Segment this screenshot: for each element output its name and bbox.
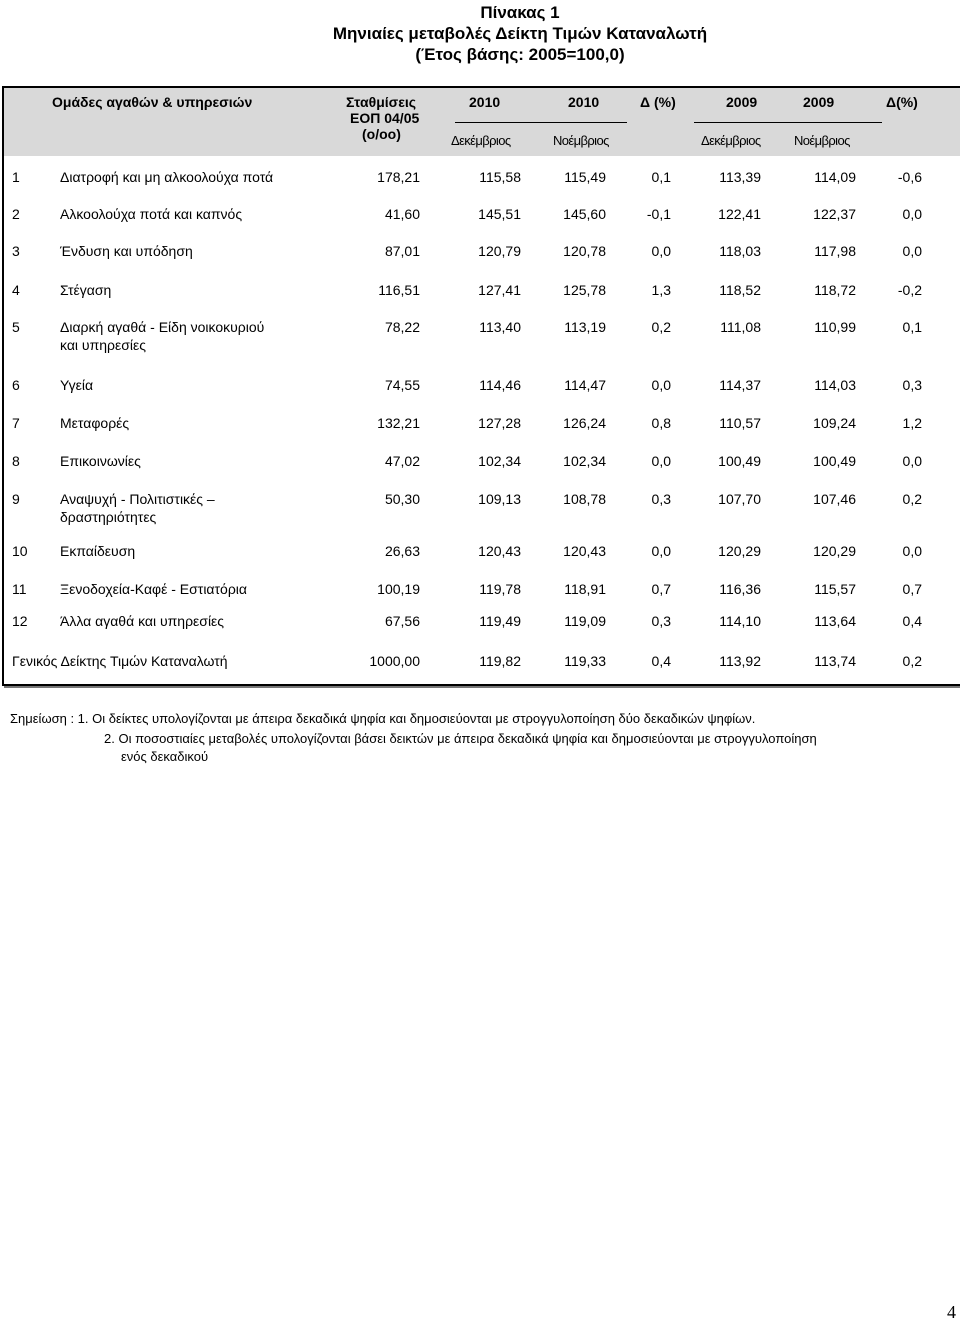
row-number: 6 xyxy=(12,377,20,393)
header-2010-dec: 2010 xyxy=(469,94,501,110)
row-label: Αλκοολούχα ποτά και καπνός xyxy=(60,206,243,222)
total-dec2010: 119,82 xyxy=(479,653,521,669)
cell-weight: 132,21 xyxy=(377,415,420,431)
cell-dec2010: 109,13 xyxy=(478,491,521,507)
cell-dec2009: 114,37 xyxy=(719,377,761,393)
row-label: Αναψυχή - Πολιτιστικές – xyxy=(60,491,215,507)
cell-dec2009: 111,08 xyxy=(720,319,761,335)
cell-nov2009: 113,64 xyxy=(814,613,856,629)
cell-weight: 67,56 xyxy=(384,613,420,629)
cell-dec2010: 113,40 xyxy=(479,319,521,335)
row-number: 9 xyxy=(12,491,20,507)
cell-dec2010: 102,34 xyxy=(478,453,521,469)
cell-d2: -0,2 xyxy=(897,282,922,298)
header-rule-2009 xyxy=(694,122,882,123)
header-weights-1: Σταθμίσεις xyxy=(346,94,417,110)
header-dec-2009: Δεκέμβριος xyxy=(701,133,761,148)
header-groups: Ομάδες αγαθών & υπηρεσιών xyxy=(52,94,253,110)
cell-dec2010: 119,49 xyxy=(479,613,521,629)
cell-dec2010: 114,46 xyxy=(479,377,521,393)
cell-nov2010: 119,09 xyxy=(564,613,606,629)
row-label: Υγεία xyxy=(60,377,94,393)
cell-nov2010: 120,78 xyxy=(563,243,606,259)
row-label: Επικοινωνίες xyxy=(60,453,141,469)
cell-weight: 47,02 xyxy=(384,453,420,469)
cell-d1: 0,0 xyxy=(651,543,671,559)
row-label: Διατροφή και μη αλκοολούχα ποτά xyxy=(60,169,274,185)
cell-d2: 0,7 xyxy=(902,581,922,597)
cell-dec2010: 127,28 xyxy=(478,415,521,431)
cell-d1: 0,7 xyxy=(651,581,671,597)
row-label: Ένδυση και υπόδηση xyxy=(60,243,193,259)
cell-nov2009: 110,99 xyxy=(814,319,856,335)
cell-weight: 116,51 xyxy=(378,282,420,298)
cell-dec2009: 118,52 xyxy=(719,282,761,298)
header-rule-2010 xyxy=(455,122,627,123)
total-nov2010: 119,33 xyxy=(564,653,606,669)
row-number: 10 xyxy=(12,543,28,559)
row-label-continued: και υπηρεσίες xyxy=(60,337,146,353)
cpi-table xyxy=(2,86,960,686)
cell-nov2010: 126,24 xyxy=(563,415,606,431)
cell-dec2010: 115,58 xyxy=(479,169,521,185)
cell-d1: 0,1 xyxy=(651,169,671,185)
row-label-continued: δραστηριότητες xyxy=(60,509,157,525)
header-2009-nov: 2009 xyxy=(803,94,835,110)
cell-nov2009: 114,09 xyxy=(814,169,856,185)
cell-dec2009: 114,10 xyxy=(719,613,761,629)
cell-nov2010: 114,47 xyxy=(564,377,606,393)
cell-d2: 0,4 xyxy=(902,613,922,629)
cell-dec2009: 100,49 xyxy=(718,453,761,469)
cell-d1: 0,3 xyxy=(651,491,671,507)
cell-d1: -0,1 xyxy=(646,206,671,222)
cell-dec2009: 118,03 xyxy=(719,243,761,259)
row-number: 1 xyxy=(12,169,20,185)
cell-dec2010: 145,51 xyxy=(478,206,521,222)
cell-d1: 1,3 xyxy=(651,282,671,298)
cell-weight: 87,01 xyxy=(384,243,420,259)
header-dec-2010: Δεκέμβριος xyxy=(451,133,511,148)
cell-weight: 74,55 xyxy=(384,377,420,393)
table-title: Μηνιαίες μεταβολές Δείκτη Τιμών Καταναλωτή xyxy=(332,24,708,43)
cell-nov2009: 109,24 xyxy=(813,415,856,431)
row-label: Ξενοδοχεία-Καφέ - Εστιατόρια xyxy=(60,581,248,597)
cell-weight: 178,21 xyxy=(377,169,420,185)
cell-nov2010: 102,34 xyxy=(563,453,606,469)
cell-nov2010: 145,60 xyxy=(563,206,606,222)
page-number: 4 xyxy=(947,1302,956,1322)
cell-nov2009: 115,57 xyxy=(814,581,856,597)
table-number: Πίνακας 1 xyxy=(480,3,560,22)
note-2-continued: ενός δεκαδικού xyxy=(121,749,209,764)
cell-dec2009: 107,70 xyxy=(718,491,761,507)
header-delta-1: Δ (%) xyxy=(640,94,676,110)
cell-dec2009: 116,36 xyxy=(719,581,761,597)
cell-nov2009: 107,46 xyxy=(813,491,856,507)
cell-nov2010: 125,78 xyxy=(563,282,606,298)
cell-dec2009: 110,57 xyxy=(719,415,761,431)
cell-d1: 0,0 xyxy=(651,377,671,393)
row-number: 2 xyxy=(12,206,20,222)
cell-d2: 0,0 xyxy=(902,453,922,469)
table-header xyxy=(4,88,960,156)
header-2010-nov: 2010 xyxy=(568,94,600,110)
header-nov-2010: Νοέμβριος xyxy=(553,133,609,148)
cell-nov2010: 113,19 xyxy=(564,319,606,335)
cell-nov2009: 118,72 xyxy=(814,282,856,298)
cell-d1: 0,3 xyxy=(651,613,671,629)
total-label: Γενικός Δείκτης Τιμών Καταναλωτή xyxy=(12,653,228,669)
header-2009-dec: 2009 xyxy=(726,94,758,110)
cell-nov2009: 117,98 xyxy=(814,243,856,259)
header-nov-2009: Νοέμβριος xyxy=(794,133,850,148)
total-d2: 0,2 xyxy=(902,653,922,669)
total-nov2009: 113,74 xyxy=(814,653,856,669)
cell-d2: 0,1 xyxy=(902,319,922,335)
cell-d2: 1,2 xyxy=(902,415,922,431)
cell-dec2010: 120,79 xyxy=(478,243,521,259)
row-number: 5 xyxy=(12,319,20,335)
cell-weight: 26,63 xyxy=(384,543,420,559)
cell-d1: 0,0 xyxy=(651,243,671,259)
cell-d1: 0,0 xyxy=(651,453,671,469)
cell-d2: -0,6 xyxy=(897,169,922,185)
table-subtitle: (Έτος βάσης: 2005=100,0) xyxy=(415,45,625,64)
cell-d2: 0,0 xyxy=(902,206,922,222)
header-delta-2: Δ(%) xyxy=(886,94,918,110)
row-label: Στέγαση xyxy=(60,282,112,298)
note-2: 2. Οι ποσοστιαίες μεταβολές υπολογίζονται βάσει δεικτών με άπειρα δεκαδικά ψηφία και δημοσιεύονται με στρογγυλοποίηση xyxy=(104,731,817,746)
cell-nov2010: 118,91 xyxy=(564,581,606,597)
cell-weight: 41,60 xyxy=(384,206,420,222)
cell-weight: 100,19 xyxy=(377,581,420,597)
cell-nov2009: 120,29 xyxy=(813,543,856,559)
cell-d2: 0,2 xyxy=(902,491,922,507)
total-weight: 1000,00 xyxy=(369,653,420,669)
cell-d1: 0,2 xyxy=(651,319,671,335)
cell-dec2009: 120,29 xyxy=(718,543,761,559)
cell-d1: 0,8 xyxy=(651,415,671,431)
cell-dec2010: 127,41 xyxy=(478,282,521,298)
total-dec2009: 113,92 xyxy=(719,653,761,669)
cell-nov2009: 114,03 xyxy=(814,377,856,393)
header-weights-3: (ο/οο) xyxy=(362,126,401,142)
cell-dec2009: 122,41 xyxy=(718,206,761,222)
row-number: 12 xyxy=(12,613,28,629)
cell-dec2009: 113,39 xyxy=(719,169,761,185)
header-weights-2: ΕΟΠ 04/05 xyxy=(350,110,420,126)
row-number: 3 xyxy=(12,243,20,259)
cell-nov2010: 120,43 xyxy=(563,543,606,559)
row-number: 11 xyxy=(12,581,27,597)
row-number: 7 xyxy=(12,415,20,431)
cell-nov2009: 100,49 xyxy=(813,453,856,469)
cell-d2: 0,3 xyxy=(902,377,922,393)
row-label: Άλλα αγαθά και υπηρεσίες xyxy=(60,613,225,629)
note-1: Σημείωση : 1. Οι δείκτες υπολογίζονται με άπειρα δεκαδικά ψηφία και δημοσιεύονται με στρογγυλοποίηση δύο δεκαδικών ψηφίων. xyxy=(10,711,756,726)
cell-dec2010: 119,78 xyxy=(479,581,521,597)
cell-d2: 0,0 xyxy=(902,543,922,559)
row-number: 4 xyxy=(12,282,20,298)
cell-nov2010: 108,78 xyxy=(563,491,606,507)
row-label: Εκπαίδευση xyxy=(60,543,136,559)
cell-nov2010: 115,49 xyxy=(564,169,606,185)
cell-weight: 78,22 xyxy=(384,319,420,335)
cell-weight: 50,30 xyxy=(384,491,420,507)
row-label: Διαρκή αγαθά - Είδη νοικοκυριού xyxy=(60,319,265,335)
row-number: 8 xyxy=(12,453,20,469)
cell-nov2009: 122,37 xyxy=(813,206,856,222)
total-d1: 0,4 xyxy=(651,653,671,669)
row-label: Μεταφορές xyxy=(60,415,130,431)
cell-d2: 0,0 xyxy=(902,243,922,259)
cell-dec2010: 120,43 xyxy=(478,543,521,559)
